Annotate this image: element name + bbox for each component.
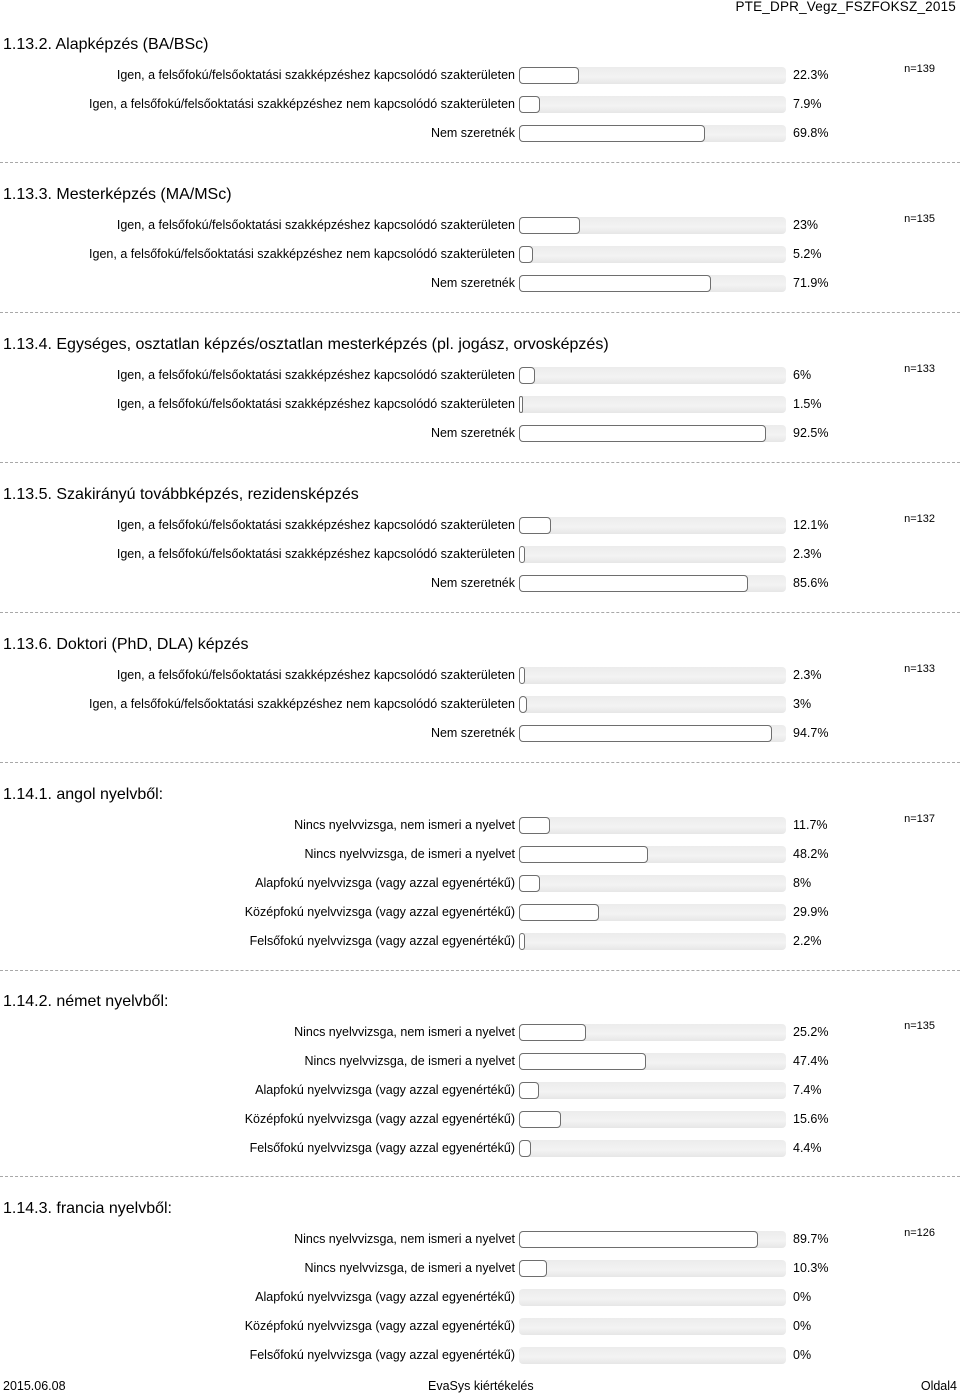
percentage-value: 47.4% [793,1054,829,1068]
percentage-value: 3% [793,697,812,711]
answer-label: Alapfokú nyelvvizsga (vagy azzal egyenértékű) [255,1083,515,1097]
section-title: 1.14.1. angol nyelvből: [3,786,164,803]
section-divider [0,612,960,613]
percentage-bar-track [519,425,786,442]
answer-label: Nincs nyelvvizsga, nem ismeri a nyelvet [294,1232,515,1246]
percentage-bar-fill [519,1053,646,1070]
percentage-bar-fill [519,817,550,834]
answer-label: Középfokú nyelvvizsga (vagy azzal egyenértékű) [244,1319,515,1333]
answer-row [0,216,960,236]
percentage-bar-fill [519,696,527,713]
percentage-value: 7.4% [793,1083,822,1097]
percentage-value: 22.3% [793,68,829,82]
section-divider [0,762,960,763]
percentage-value: 71.9% [793,276,829,290]
answer-label: Igen, a felsőfokú/felsőoktatási szakképzéshez kapcsolódó szakterületen [116,397,515,411]
percentage-value: 2.2% [793,934,822,948]
answer-row [0,1081,960,1101]
percentage-bar-track [519,667,786,684]
percentage-bar-track [519,696,786,713]
section-title: 1.13.2. Alapképzés (BA/BSc) [3,36,209,53]
percentage-value: 0% [793,1348,812,1362]
percentage-bar-fill [519,1231,758,1248]
answer-row [0,1259,960,1279]
percentage-value: 4.4% [793,1141,822,1155]
answer-row [0,516,960,536]
section-title: 1.13.5. Szakirányú továbbképzés, rezidensképzés [3,486,359,503]
section-title: 1.14.2. német nyelvből: [3,993,169,1010]
percentage-value: 89.7% [793,1232,829,1246]
answer-label: Igen, a felsőfokú/felsőoktatási szakképzéshez kapcsolódó szakterületen [116,68,515,82]
section-title: 1.13.6. Doktori (PhD, DLA) képzés [3,636,249,653]
answer-row [0,666,960,686]
percentage-value: 69.8% [793,126,829,140]
answer-label: Felsőfokú nyelvvizsga (vagy azzal egyenértékű) [249,1348,515,1362]
answer-row [0,903,960,923]
percentage-value: 25.2% [793,1025,829,1039]
answer-row [0,1110,960,1130]
answer-label: Alapfokú nyelvvizsga (vagy azzal egyenértékű) [255,876,515,890]
answer-label: Igen, a felsőfokú/felsőoktatási szakképzéshez nem kapcsolódó szakterületen [89,97,515,111]
answer-row [0,932,960,952]
percentage-bar-track [519,546,786,563]
percentage-bar-track [519,846,786,863]
answer-row [0,724,960,744]
percentage-bar-track [519,1053,786,1070]
percentage-bar-track [519,1082,786,1099]
answer-label: Igen, a felsőfokú/felsőoktatási szakképzéshez nem kapcsolódó szakterületen [89,247,515,261]
percentage-bar-track [519,1024,786,1041]
percentage-bar-track [519,933,786,950]
percentage-value: 5.2% [793,247,822,261]
percentage-bar-fill [519,425,766,442]
percentage-bar-fill [519,1140,531,1157]
answer-label: Igen, a felsőfokú/felsőoktatási szakképzéshez kapcsolódó szakterületen [116,368,515,382]
percentage-bar-fill [519,1024,586,1041]
response-count: n=139 [904,63,935,75]
percentage-value: 7.9% [793,97,822,111]
percentage-bar-fill [519,125,705,142]
answer-label: Igen, a felsőfokú/felsőoktatási szakképzéshez nem kapcsolódó szakterületen [89,697,515,711]
percentage-bar-fill [519,1260,547,1277]
answer-row [0,845,960,865]
answer-row [0,695,960,715]
answer-label: Nem szeretnék [430,726,515,740]
answer-row [0,395,960,415]
answer-row [0,424,960,444]
percentage-bar-track [519,575,786,592]
percentage-bar-track [519,517,786,534]
percentage-bar-fill [519,1082,539,1099]
answer-row [0,66,960,86]
percentage-value: 2.3% [793,668,822,682]
answer-label: Nem szeretnék [430,126,515,140]
section-divider [0,970,960,971]
percentage-bar-track [519,367,786,384]
answer-label: Középfokú nyelvvizsga (vagy azzal egyenértékű) [244,905,515,919]
document-code: PTE_DPR_Vegz_FSZFOKSZ_2015 [735,0,956,14]
percentage-bar-track [519,817,786,834]
percentage-bar-track [519,396,786,413]
percentage-bar-track [519,1140,786,1157]
answer-row [0,1052,960,1072]
footer-center-text: EvaSys kiértékelés [428,1379,534,1393]
percentage-bar-fill [519,667,525,684]
percentage-value: 15.6% [793,1112,829,1126]
percentage-bar-fill [519,67,579,84]
percentage-value: 0% [793,1319,812,1333]
answer-label: Igen, a felsőfokú/felsőoktatási szakképzéshez kapcsolódó szakterületen [116,547,515,561]
response-count: n=135 [904,213,935,225]
percentage-bar-fill [519,367,535,384]
answer-label: Nem szeretnék [430,576,515,590]
percentage-value: 29.9% [793,905,829,919]
answer-row [0,1346,960,1366]
percentage-bar-fill [519,1111,561,1128]
answer-label: Középfokú nyelvvizsga (vagy azzal egyenértékű) [244,1112,515,1126]
percentage-value: 92.5% [793,426,829,440]
percentage-bar-track [519,1111,786,1128]
percentage-bar-track [519,725,786,742]
percentage-value: 8% [793,876,812,890]
percentage-bar-track [519,1347,786,1364]
percentage-bar-fill [519,217,580,234]
percentage-bar-track [519,125,786,142]
section-divider [0,162,960,163]
answer-label: Felsőfokú nyelvvizsga (vagy azzal egyenértékű) [249,1141,515,1155]
section-title: 1.13.3. Mesterképzés (MA/MSc) [3,186,232,203]
percentage-bar-fill [519,725,772,742]
percentage-value: 94.7% [793,726,829,740]
response-count: n=126 [904,1227,935,1239]
percentage-bar-track [519,246,786,263]
percentage-bar-fill [519,904,599,921]
percentage-bar-fill [519,96,540,113]
answer-row [0,545,960,565]
response-count: n=133 [904,363,935,375]
section-title: 1.13.4. Egységes, osztatlan képzés/osztatlan mesterképzés (pl. jogász, orvosképzés) [3,336,609,353]
answer-label: Nem szeretnék [430,276,515,290]
answer-row [0,1288,960,1308]
answer-row [0,574,960,594]
percentage-value: 11.7% [793,818,828,832]
answer-row [0,1139,960,1159]
percentage-bar-track [519,1318,786,1335]
answer-row [0,274,960,294]
answer-label: Alapfokú nyelvvizsga (vagy azzal egyenértékű) [255,1290,515,1304]
response-count: n=137 [904,813,935,825]
percentage-bar-fill [519,396,523,413]
percentage-bar-fill [519,517,551,534]
percentage-bar-track [519,96,786,113]
percentage-value: 1.5% [793,397,822,411]
answer-label: Nincs nyelvvizsga, de ismeri a nyelvet [304,1054,515,1068]
percentage-bar-fill [519,846,648,863]
percentage-value: 0% [793,1290,812,1304]
percentage-bar-track [519,875,786,892]
percentage-bar-fill [519,875,540,892]
answer-label: Nem szeretnék [430,426,515,440]
answer-label: Igen, a felsőfokú/felsőoktatási szakképzéshez kapcsolódó szakterületen [116,218,515,232]
percentage-bar-track [519,904,786,921]
percentage-value: 85.6% [793,576,829,590]
answer-row [0,1230,960,1250]
section-divider [0,312,960,313]
answer-row [0,366,960,386]
response-count: n=132 [904,513,935,525]
response-count: n=135 [904,1020,935,1032]
percentage-value: 12.1% [793,518,829,532]
answer-row [0,245,960,265]
percentage-bar-track [519,67,786,84]
answer-row [0,124,960,144]
percentage-bar-fill [519,546,525,563]
answer-label: Nincs nyelvvizsga, nem ismeri a nyelvet [294,818,515,832]
answer-row [0,816,960,836]
percentage-value: 10.3% [793,1261,829,1275]
percentage-bar-fill [519,275,711,292]
answer-label: Igen, a felsőfokú/felsőoktatási szakképzéshez kapcsolódó szakterületen [116,668,515,682]
percentage-value: 48.2% [793,847,829,861]
answer-row [0,95,960,115]
percentage-bar-track [519,217,786,234]
answer-row [0,1317,960,1337]
answer-label: Nincs nyelvvizsga, de ismeri a nyelvet [304,1261,515,1275]
footer-date: 2015.06.08 [3,1379,66,1393]
answer-label: Igen, a felsőfokú/felsőoktatási szakképzéshez kapcsolódó szakterületen [116,518,515,532]
answer-label: Nincs nyelvvizsga, nem ismeri a nyelvet [294,1025,515,1039]
percentage-bar-track [519,275,786,292]
percentage-value: 6% [793,368,812,382]
percentage-value: 2.3% [793,547,822,561]
section-divider [0,1176,960,1177]
answer-label: Felsőfokú nyelvvizsga (vagy azzal egyenértékű) [249,934,515,948]
answer-row [0,874,960,894]
percentage-bar-track [519,1260,786,1277]
answer-row [0,1023,960,1043]
footer-page-number: Oldal4 [920,1379,957,1393]
section-divider [0,462,960,463]
percentage-value: 23% [793,218,819,232]
percentage-bar-track [519,1289,786,1306]
percentage-bar-fill [519,933,525,950]
section-title: 1.14.3. francia nyelvből: [3,1200,172,1217]
answer-label: Nincs nyelvvizsga, de ismeri a nyelvet [304,847,515,861]
percentage-bar-track [519,1231,786,1248]
percentage-bar-fill [519,575,748,592]
percentage-bar-fill [519,246,533,263]
response-count: n=133 [904,663,935,675]
